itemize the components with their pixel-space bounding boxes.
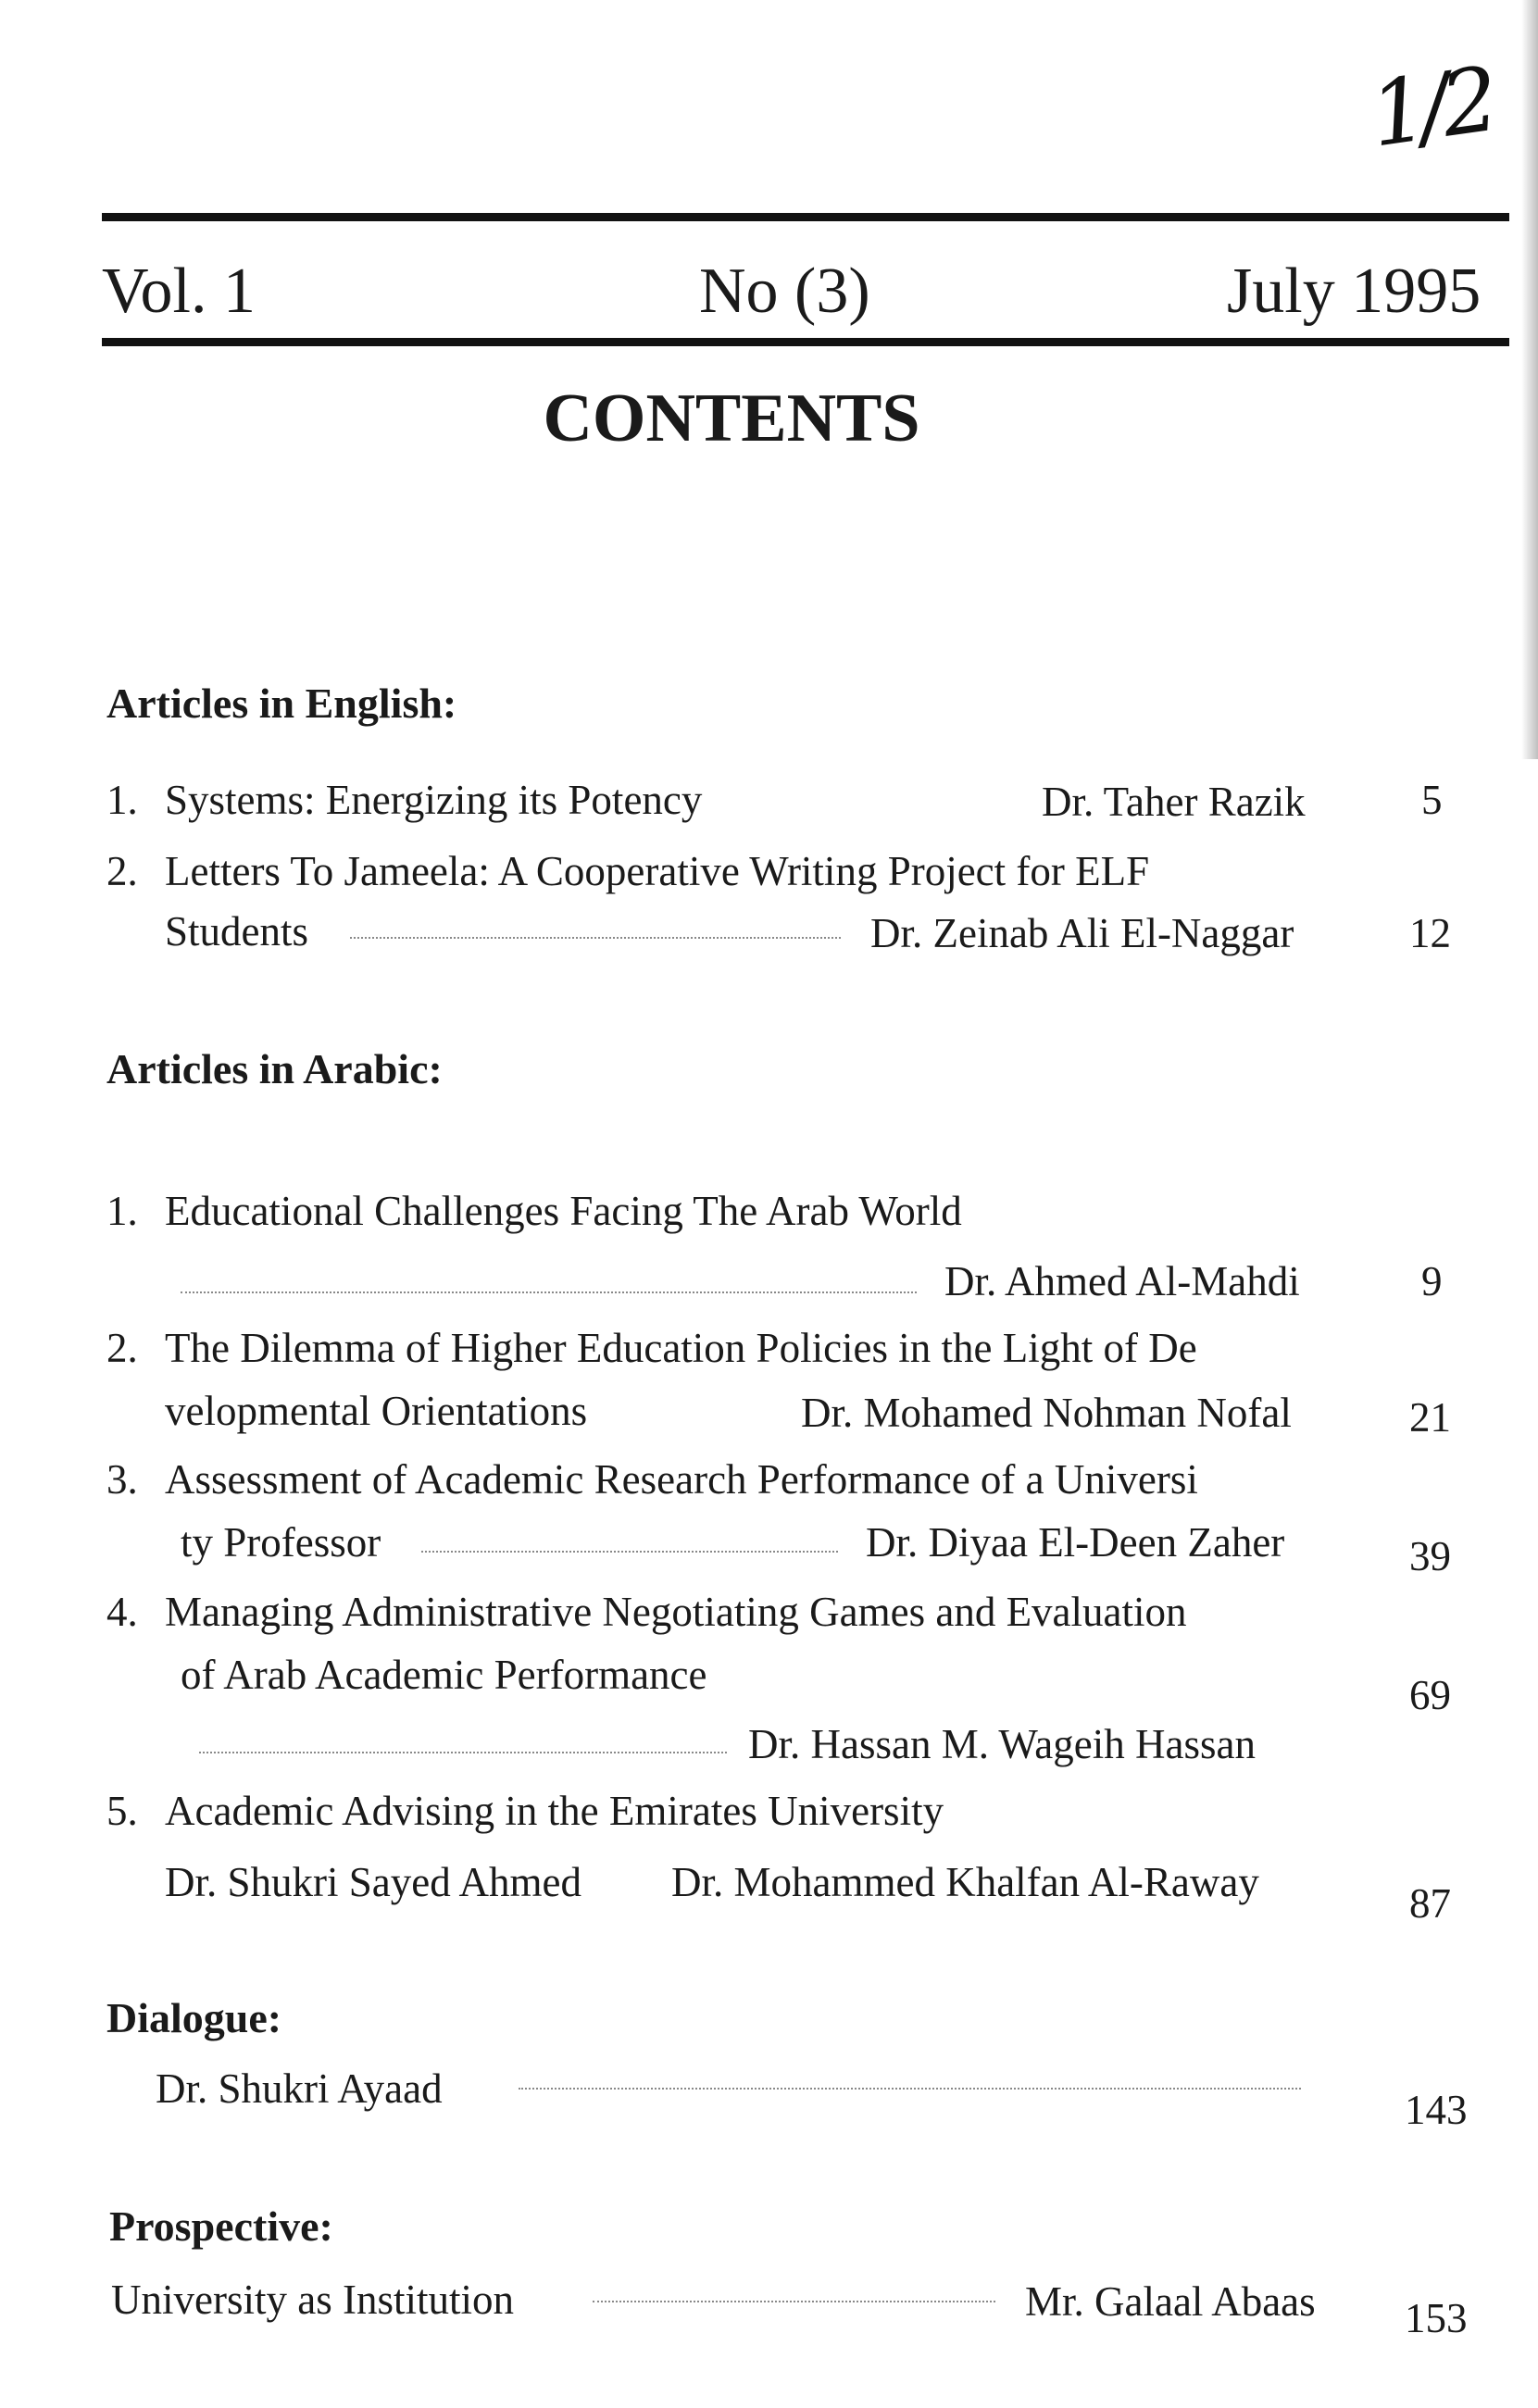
entry-author: Dr. Zeinab Ali El-Naggar	[870, 910, 1294, 956]
entry-title: Educational Challenges Facing The Arab World	[165, 1188, 962, 1234]
entry-title: The Dilemma of Higher Education Policies in the Light of De	[165, 1325, 1197, 1371]
entry-author: Mr. Galaal Abaas	[1025, 2278, 1316, 2325]
volume-label: Vol. 1	[102, 256, 256, 327]
entry-title: Letters To Jameela: A Cooperative Writing Project for ELF	[165, 848, 1150, 894]
entry-title-continuation: of Arab Academic Performance	[181, 1652, 707, 1698]
entry-author: Dr. Hassan M. Wageih Hassan	[748, 1721, 1256, 1767]
entry-author: Dr. Shukri Sayed Ahmed	[165, 1859, 581, 1905]
entry-title: Systems: Energizing its Potency	[165, 777, 703, 823]
entry-title: Managing Administrative Negotiating Games and Evaluation	[165, 1589, 1187, 1635]
entry-author: Dr. Mohamed Nohman Nofal	[801, 1390, 1292, 1436]
entry-number: 5.	[106, 1788, 138, 1834]
entry-number: 3.	[106, 1456, 138, 1503]
header-top-rule	[102, 213, 1509, 221]
entry-page: 12	[1409, 910, 1451, 956]
entry-page: 21	[1409, 1394, 1451, 1441]
entry-page: 9	[1421, 1258, 1443, 1304]
entry-number: 2.	[106, 1325, 138, 1371]
contents-title: CONTENTS	[543, 381, 920, 456]
handwritten-page-note: 1/2	[1363, 47, 1498, 168]
entry-title: Academic Advising in the Emirates University	[165, 1788, 944, 1834]
section-heading-prospective: Prospective:	[109, 2202, 333, 2250]
entry-author: Dr. Ahmed Al-Mahdi	[944, 1258, 1300, 1304]
entry-title-continuation: Students	[165, 908, 309, 954]
entry-number: 2.	[106, 848, 138, 894]
header-bottom-rule	[102, 338, 1509, 346]
dot-leader	[350, 937, 841, 939]
entry-author: Dr. Shukri Ayaad	[156, 2065, 443, 2112]
entry-title: Assessment of Academic Research Performance of a Universi	[165, 1456, 1198, 1503]
entry-page: 39	[1409, 1533, 1451, 1579]
entry-title-continuation: velopmental Orientations	[165, 1388, 588, 1434]
entry-number: 4.	[106, 1589, 138, 1635]
issue-number: No (3)	[699, 256, 870, 327]
entry-page: 153	[1405, 2295, 1468, 2341]
entry-page: 87	[1409, 1880, 1451, 1927]
dot-leader	[519, 2088, 1301, 2090]
entry-page: 69	[1409, 1672, 1451, 1718]
dot-leader	[181, 1291, 917, 1293]
section-heading-dialogue: Dialogue:	[106, 1994, 282, 2041]
entry-title: University as Institution	[111, 2277, 514, 2323]
entry-author: Dr. Taher Razik	[1042, 779, 1306, 825]
entry-number: 1.	[106, 777, 138, 823]
entry-page: 143	[1405, 2087, 1468, 2133]
entry-page: 5	[1421, 777, 1443, 823]
dot-leader	[593, 2301, 995, 2302]
scan-edge-shadow	[1521, 0, 1538, 759]
dot-leader	[199, 1752, 727, 1753]
entry-title-continuation: ty Professor	[181, 1519, 381, 1566]
section-heading-arabic: Articles in Arabic:	[106, 1045, 443, 1092]
issue-date: July 1995	[1227, 256, 1482, 327]
dot-leader	[421, 1551, 838, 1553]
entry-number: 1.	[106, 1188, 138, 1234]
entry-author-second: Dr. Mohammed Khalfan Al-Raway	[671, 1859, 1259, 1905]
section-heading-english: Articles in English:	[106, 680, 457, 727]
entry-author: Dr. Diyaa El-Deen Zaher	[866, 1519, 1285, 1566]
